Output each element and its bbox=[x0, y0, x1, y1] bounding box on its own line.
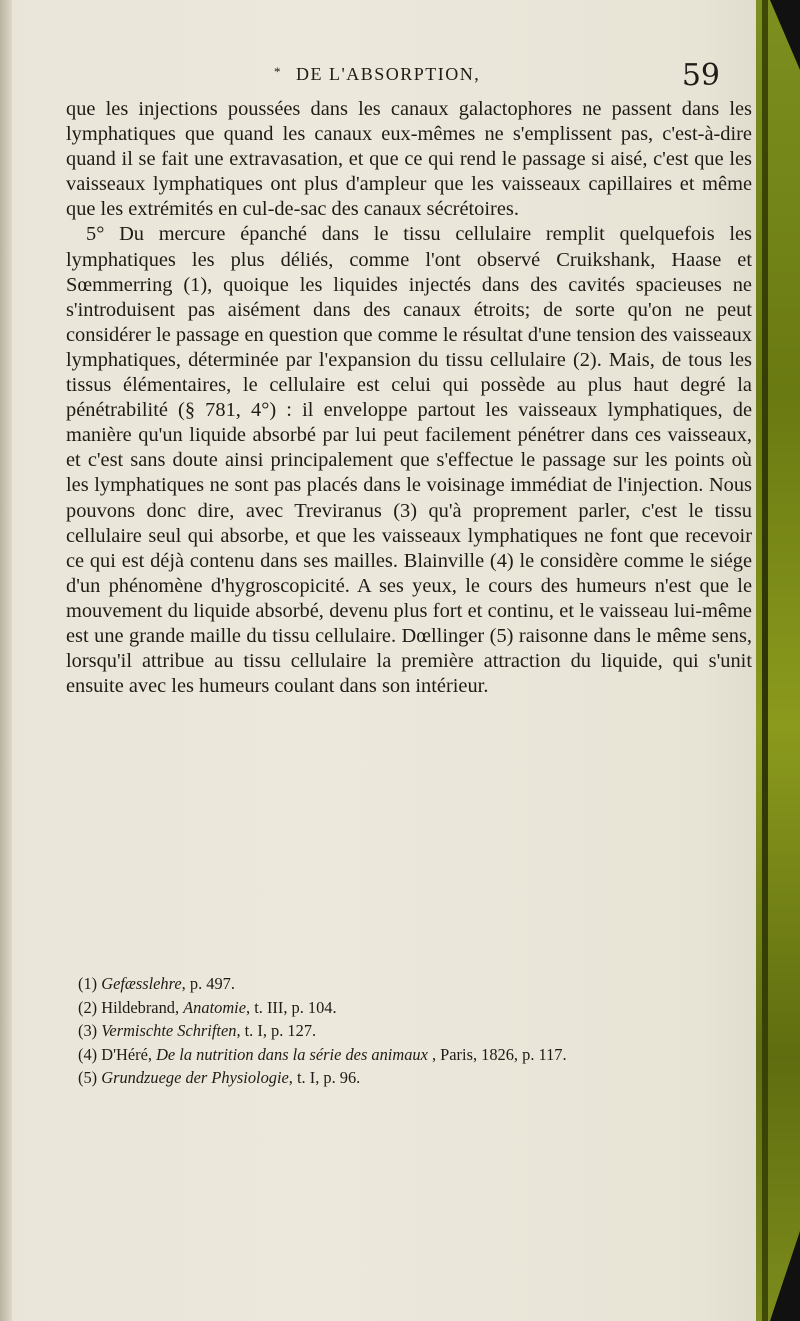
page-edge-corner-bottom bbox=[770, 1231, 800, 1321]
footnote-number: (2) bbox=[78, 997, 98, 1017]
footnote-reference: , t. I, p. 96. bbox=[288, 1068, 361, 1088]
footnote-2 bbox=[78, 996, 752, 1020]
footnote-number: (3) bbox=[78, 1021, 98, 1041]
footnote-work-title: Gefæsslehre bbox=[101, 974, 182, 993]
footnote-reference: , t. I, p. 127. bbox=[236, 1021, 317, 1041]
footnote-reference: , p. 497. bbox=[181, 974, 235, 993]
footnote-number: (5) bbox=[78, 1068, 98, 1088]
paragraph-continued: que les injections poussées dans les canaux galactophores ne passent dans les lymphatiques que quand les canaux eux-mêmes ne s'emplissent pas, c'est-à-dire quand il se fait une extravasation, et que ce qui rend le passage si aisé, c'est que les vaisseaux lymphatiques ont plus d'ampleur que les vaisseaux capillaires et même que les extrémités en cul-de-sac des canaux sécrétoires. bbox=[66, 98, 752, 221]
page-gutter-shadow bbox=[0, 0, 12, 1321]
paragraph-point-5: 5° Du mercure épanché dans le tissu cellulaire remplit quelquefois les lymphatiques les plus déliés, comme l'ont observé Cruikshank, Haase et Sœmmerring (1), quoique les liquides injectés dans des cavités spacieuses ne s'introduisent pas aisément dans des canaux étroits; de sorte qu'on ne peut considérer le passage en question que comme le résultat d'une tension des vaisseaux lymphatiques, déterminée par l'expansion du tissu cellulaire (2). Mais, de tous les tissus élémentaires, le cellulaire est celui qui possède au plus haut degré la pénétrabilité (§ 781, 4°) : il enveloppe partout les vaisseaux lymphatiques, de manière qu'un liquide absorbé par lui peut facilement pénétrer dans ces vaisseaux, et c'est sans doute ainsi principalement que s'effectue le passage sur les points où les lymphatiques ne sont pas placés dans le voisinage immédiat de l'injection. Nous pouvons donc dire, avec Treviranus (3) qu'à proprement parler, c'est le tissu cellulaire seul qui absorbe, et que les vaisseaux lymphatiques ne font que recevoir ce qui est déjà contenu dans ses mailles. Blainville (4) le considère comme le siége d'un phénomène d'hygroscopicité. A ses yeux, le cours des humeurs n'est que le mouvement du liquide absorbé, devenu plus fort et continu, et le vaisseau lui-même est une grande maille du tissu cellulaire. Dœllinger (5) raisonne dans le même sens, lorsqu'il attribue au tissu cellulaire la première attraction du liquide, qui s'unit ensuite avec les humeurs coulant dans son intérieur. bbox=[66, 223, 752, 698]
running-title: DE L'ABSORPTION, bbox=[296, 64, 481, 84]
page-number: 59 bbox=[681, 58, 720, 93]
footnote-number: (1) bbox=[78, 974, 98, 993]
footnote-work-title: De la nutrition dans la série des animaux bbox=[156, 1044, 428, 1064]
body-text bbox=[66, 97, 752, 699]
footnote-number: (4) bbox=[78, 1044, 98, 1064]
footnote-work-title: Grundzuege der Physiologie bbox=[101, 1068, 289, 1088]
footnote-reference: , t. III, p. 104. bbox=[246, 997, 337, 1017]
footnote-author: D'Héré, bbox=[101, 1044, 157, 1064]
footnote-work-title: Vermischte Schriften bbox=[101, 1021, 237, 1041]
footnote-3 bbox=[78, 1019, 752, 1043]
page-edge-shadow bbox=[762, 0, 768, 1321]
header-marker: * bbox=[274, 64, 281, 79]
running-header bbox=[64, 58, 754, 98]
page-edge-corner-top bbox=[770, 0, 800, 70]
footnote-4 bbox=[78, 1043, 752, 1067]
footnote-author: Hildebrand, bbox=[101, 997, 184, 1017]
footnote-work-title: Anatomie bbox=[183, 997, 246, 1017]
footnotes bbox=[78, 972, 752, 1090]
footnote-5 bbox=[78, 1066, 752, 1090]
footnote-reference: , Paris, 1826, p. 117. bbox=[427, 1044, 567, 1064]
footnote-1 bbox=[78, 972, 752, 996]
